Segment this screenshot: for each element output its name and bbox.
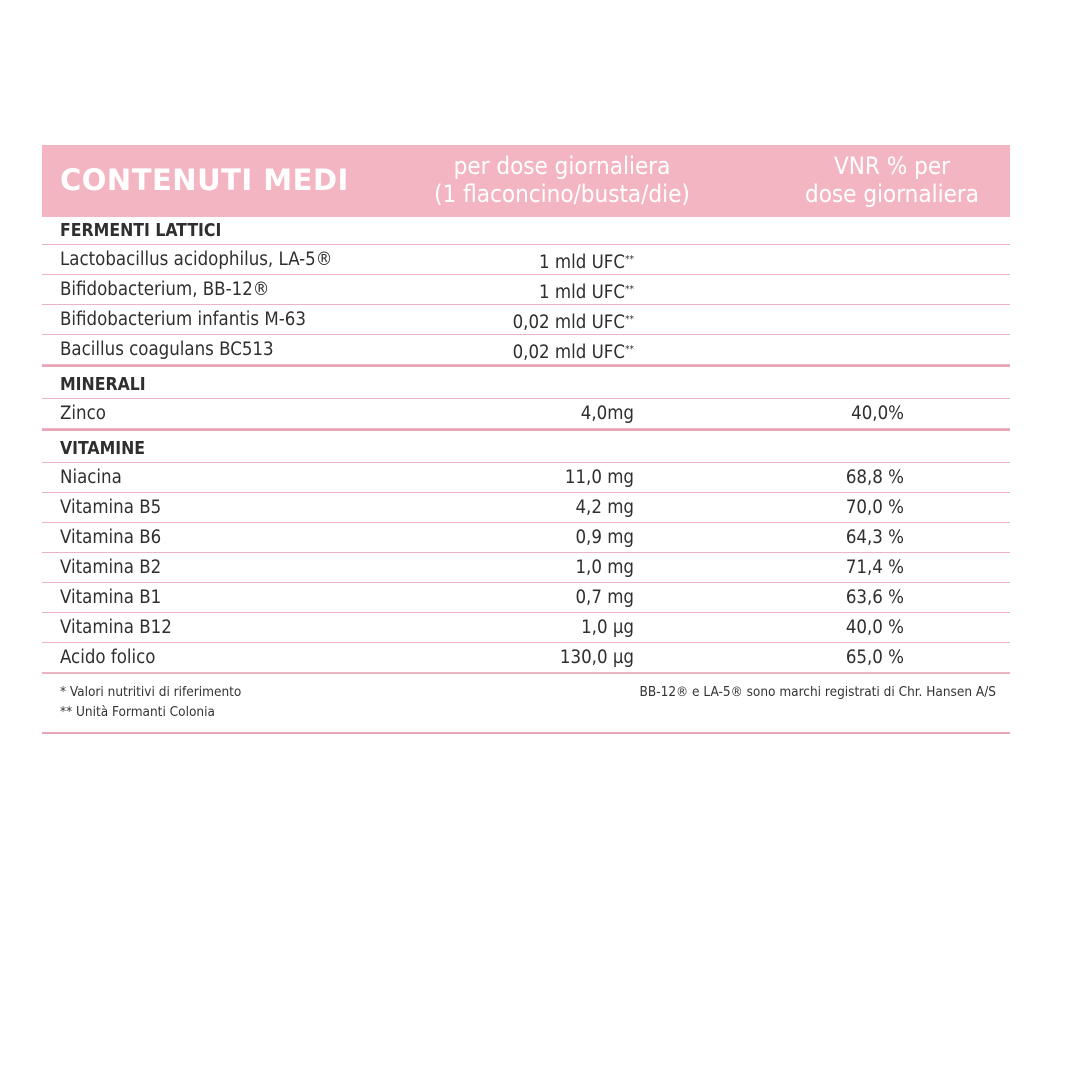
- vnr-value: 40,0 %: [845, 617, 904, 638]
- table-body: [42, 217, 1010, 673]
- footnote-mark: **: [625, 284, 634, 295]
- nutrient-name: Acido folico: [60, 647, 156, 668]
- dose-text: 4,2 mg: [575, 497, 634, 518]
- nutrient-name: Vitamina B12: [60, 617, 172, 638]
- vnr-value: 65,0 %: [845, 647, 904, 668]
- dose-value: [565, 463, 634, 493]
- table-row: [42, 463, 1010, 493]
- header-dose-column: per dose giornaliera (1 flaconcino/busta/die): [434, 152, 690, 208]
- header-vnr-column: VNR % per dose giornaliera: [805, 152, 979, 208]
- dose-text: 0,9 mg: [575, 527, 634, 548]
- dose-text: 1 mld UFC: [539, 252, 625, 273]
- vnr-value: 40,0%: [851, 403, 904, 424]
- dose-text: 0,02 mld UFC: [512, 312, 625, 333]
- dose-value: [575, 493, 634, 523]
- dose-text: 0,7 mg: [575, 587, 634, 608]
- nutrient-name: Vitamina B1: [60, 587, 162, 608]
- dose-text: 130,0 µg: [559, 647, 634, 668]
- table-row: [42, 275, 1010, 305]
- dose-value: [575, 553, 634, 583]
- dose-text: 1,0 µg: [581, 617, 634, 638]
- header-title: CONTENUTI MEDI: [60, 163, 349, 197]
- dose-text: 1,0 mg: [575, 557, 634, 578]
- nutrient-name: Niacina: [60, 467, 122, 488]
- section-header: [42, 217, 1010, 245]
- vnr-value: 70,0 %: [845, 497, 904, 518]
- dose-text: 0,02 mld UFC: [512, 342, 625, 363]
- dose-text: 11,0 mg: [564, 467, 634, 488]
- table-row: [42, 245, 1010, 275]
- dose-text: 1 mld UFC: [539, 282, 625, 303]
- table-row: [42, 583, 1010, 613]
- nutrient-name: Vitamina B5: [60, 497, 162, 518]
- nutrient-name: Vitamina B6: [60, 527, 162, 548]
- table-row: [42, 335, 1010, 365]
- dose-value: [513, 305, 634, 338]
- footnote-mark: **: [625, 344, 634, 355]
- dose-value: [539, 245, 634, 278]
- table-row: [42, 305, 1010, 335]
- vnr-value: 68,8 %: [845, 467, 904, 488]
- footnote-vnr: * Valori nutritivi di riferimento: [60, 684, 242, 700]
- nutrient-name: Bifidobacterium infantis M-63: [60, 309, 306, 330]
- dose-value: [581, 613, 634, 643]
- dose-value: [575, 583, 634, 613]
- table-row: [42, 493, 1010, 523]
- table-row: [42, 643, 1010, 673]
- section-title: VITAMINE: [60, 439, 146, 459]
- dose-value: [560, 643, 634, 673]
- nutrient-name: Vitamina B2: [60, 557, 162, 578]
- vnr-value: 63,6 %: [845, 587, 904, 608]
- vnr-value: 71,4 %: [845, 557, 904, 578]
- table-row: [42, 399, 1010, 429]
- footnote-mark: **: [625, 254, 634, 265]
- nutrient-name: Bifidobacterium, BB-12®: [60, 279, 270, 300]
- dose-value: [513, 335, 634, 368]
- section-title: MINERALI: [60, 375, 146, 395]
- table-header: [42, 145, 1010, 217]
- table-row: [42, 523, 1010, 553]
- dose-value: [575, 523, 634, 553]
- vnr-value: 64,3 %: [845, 527, 904, 548]
- nutrition-table: [42, 145, 1010, 734]
- section-header: [42, 429, 1010, 463]
- dose-value: [581, 399, 634, 429]
- footnote-mark: **: [625, 314, 634, 325]
- table-row: [42, 613, 1010, 643]
- table-row: [42, 553, 1010, 583]
- table-footer: [42, 673, 1010, 734]
- dose-value: [539, 275, 634, 308]
- dose-text: 4,0mg: [580, 403, 634, 424]
- nutrient-name: Bacillus coagulans BC513: [60, 339, 274, 360]
- section-header: [42, 365, 1010, 399]
- section-title: FERMENTI LATTICI: [60, 221, 222, 241]
- footnote-ufc: ** Unità Formanti Colonia: [60, 704, 215, 720]
- nutrient-name: Lactobacillus acidophilus, LA-5®: [60, 249, 333, 270]
- nutrient-name: Zinco: [60, 403, 106, 424]
- trademark-note: BB-12® e LA-5® sono marchi registrati di Chr. Hansen A/S: [639, 684, 996, 700]
